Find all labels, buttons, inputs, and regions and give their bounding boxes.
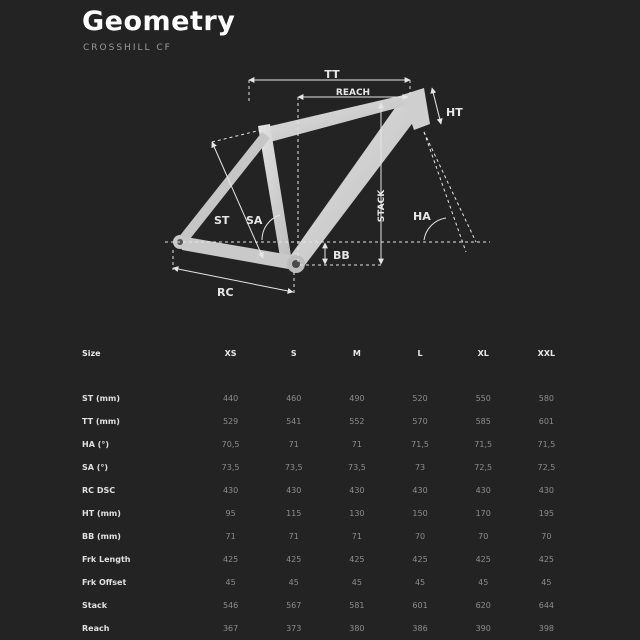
table-cell: 380: [349, 624, 365, 633]
table-cell: 45: [541, 578, 552, 587]
table-cell: 70: [478, 532, 489, 541]
table-cell: 45: [225, 578, 236, 587]
row-label: Frk Length: [82, 555, 131, 564]
model-name: CROSSHILL CF: [83, 43, 172, 53]
table-cell: 529: [222, 417, 239, 426]
table-cell: 425: [412, 555, 428, 564]
table-row: [82, 456, 578, 479]
table-cell: 72,5: [474, 463, 493, 472]
table-cell: 71: [351, 440, 362, 449]
table-cell: 71: [288, 440, 299, 449]
table-row: [82, 594, 578, 617]
row-label: ST (mm): [82, 394, 120, 403]
table-cell: 45: [414, 578, 426, 587]
row-label: Frk Offset: [82, 578, 127, 587]
table-row: [82, 479, 578, 502]
row-label: SA (°): [82, 463, 109, 472]
table-cell: 430: [222, 486, 239, 495]
table-cell: 150: [412, 509, 428, 518]
bike-frame: [173, 88, 430, 273]
table-cell: 430: [412, 486, 428, 495]
table-cell: 71: [351, 532, 362, 541]
table-cell: 70: [414, 532, 426, 541]
geometry-table: [82, 342, 578, 640]
table-cell: 541: [286, 417, 302, 426]
table-cell: 70,5: [221, 440, 240, 449]
row-label: Reach: [82, 624, 110, 633]
table-cell: 490: [349, 394, 365, 403]
label-tt: TT: [324, 68, 340, 81]
row-label: HA (°): [82, 440, 109, 449]
size-col: M: [352, 349, 361, 358]
table-cell: 425: [222, 555, 239, 564]
table-cell: 73: [414, 463, 426, 472]
table-cell: 460: [286, 394, 302, 403]
table-cell: 71,5: [474, 440, 493, 449]
row-label: RC DSC: [82, 486, 116, 495]
table-row: [82, 502, 578, 525]
table-cell: 585: [475, 417, 491, 426]
table-cell: 71: [288, 532, 299, 541]
table-row: [82, 433, 578, 456]
table-cell: 601: [538, 417, 555, 426]
geometry-table-body: [82, 365, 578, 640]
table-cell: 567: [286, 601, 302, 610]
table-row: [82, 525, 578, 548]
table-cell: 45: [478, 578, 489, 587]
table-cell: 398: [538, 624, 555, 633]
size-col: XXL: [537, 349, 556, 358]
table-cell: 546: [222, 601, 239, 610]
table-cell: 45: [351, 578, 362, 587]
label-reach: REACH: [335, 88, 371, 98]
table-row: [82, 387, 578, 410]
label-ht: HT: [446, 106, 463, 119]
size-header: Size: [82, 349, 101, 358]
label-st: ST: [214, 214, 230, 227]
table-cell: 425: [538, 555, 555, 564]
table-cell: 601: [412, 601, 428, 610]
table-row: [82, 410, 578, 433]
table-cell: 373: [286, 624, 302, 633]
table-cell: 430: [538, 486, 555, 495]
size-col: XL: [477, 349, 489, 358]
row-label: BB (mm): [82, 532, 121, 541]
label-stack: STACK: [377, 189, 387, 223]
label-bb: BB: [333, 249, 350, 262]
table-cell: 70: [541, 532, 552, 541]
table-cell: 580: [538, 394, 555, 403]
size-header-row: [82, 342, 578, 365]
table-cell: 425: [286, 555, 302, 564]
size-col: L: [417, 349, 423, 358]
table-cell: 367: [222, 624, 239, 633]
table-cell: 71,5: [411, 440, 429, 449]
table-cell: 130: [349, 509, 365, 518]
table-cell: 581: [349, 601, 365, 610]
table-cell: 73,5: [221, 463, 240, 472]
table-cell: 620: [475, 601, 491, 610]
row-label: TT (mm): [82, 417, 120, 426]
table-cell: 73,5: [347, 463, 366, 472]
table-cell: 170: [475, 509, 491, 518]
page-title: Geometry: [82, 6, 236, 37]
table-cell: 115: [286, 509, 302, 518]
table-cell: 440: [222, 394, 239, 403]
table-cell: 430: [286, 486, 302, 495]
table-cell: 425: [349, 555, 365, 564]
table-cell: 430: [475, 486, 491, 495]
table-cell: 45: [288, 578, 299, 587]
table-cell: 644: [538, 601, 555, 610]
table-cell: 195: [538, 509, 555, 518]
dimension-lines: [165, 80, 490, 294]
table-cell: 425: [475, 555, 491, 564]
label-sa: SA: [246, 214, 263, 227]
table-cell: 71: [225, 532, 236, 541]
table-row: [82, 571, 578, 594]
table-cell: 552: [349, 417, 365, 426]
size-col: S: [290, 349, 297, 358]
table-cell: 72,5: [537, 463, 556, 472]
seat-stay: [178, 132, 270, 244]
row-label: HT (mm): [82, 509, 121, 518]
row-label: Stack: [82, 601, 108, 610]
table-cell: 520: [412, 394, 428, 403]
table-cell: 71,5: [537, 440, 556, 449]
label-rc: RC: [217, 286, 234, 299]
table-cell: 95: [225, 509, 236, 518]
label-ha: HA: [413, 210, 431, 223]
table-row: [82, 617, 578, 640]
table-row: [82, 548, 578, 571]
table-cell: 570: [412, 417, 428, 426]
table-cell: 430: [349, 486, 365, 495]
table-cell: 390: [475, 624, 491, 633]
size-col: XS: [224, 349, 237, 358]
table-cell: 73,5: [284, 463, 303, 472]
table-cell: 386: [412, 624, 428, 633]
table-cell: 550: [475, 394, 491, 403]
